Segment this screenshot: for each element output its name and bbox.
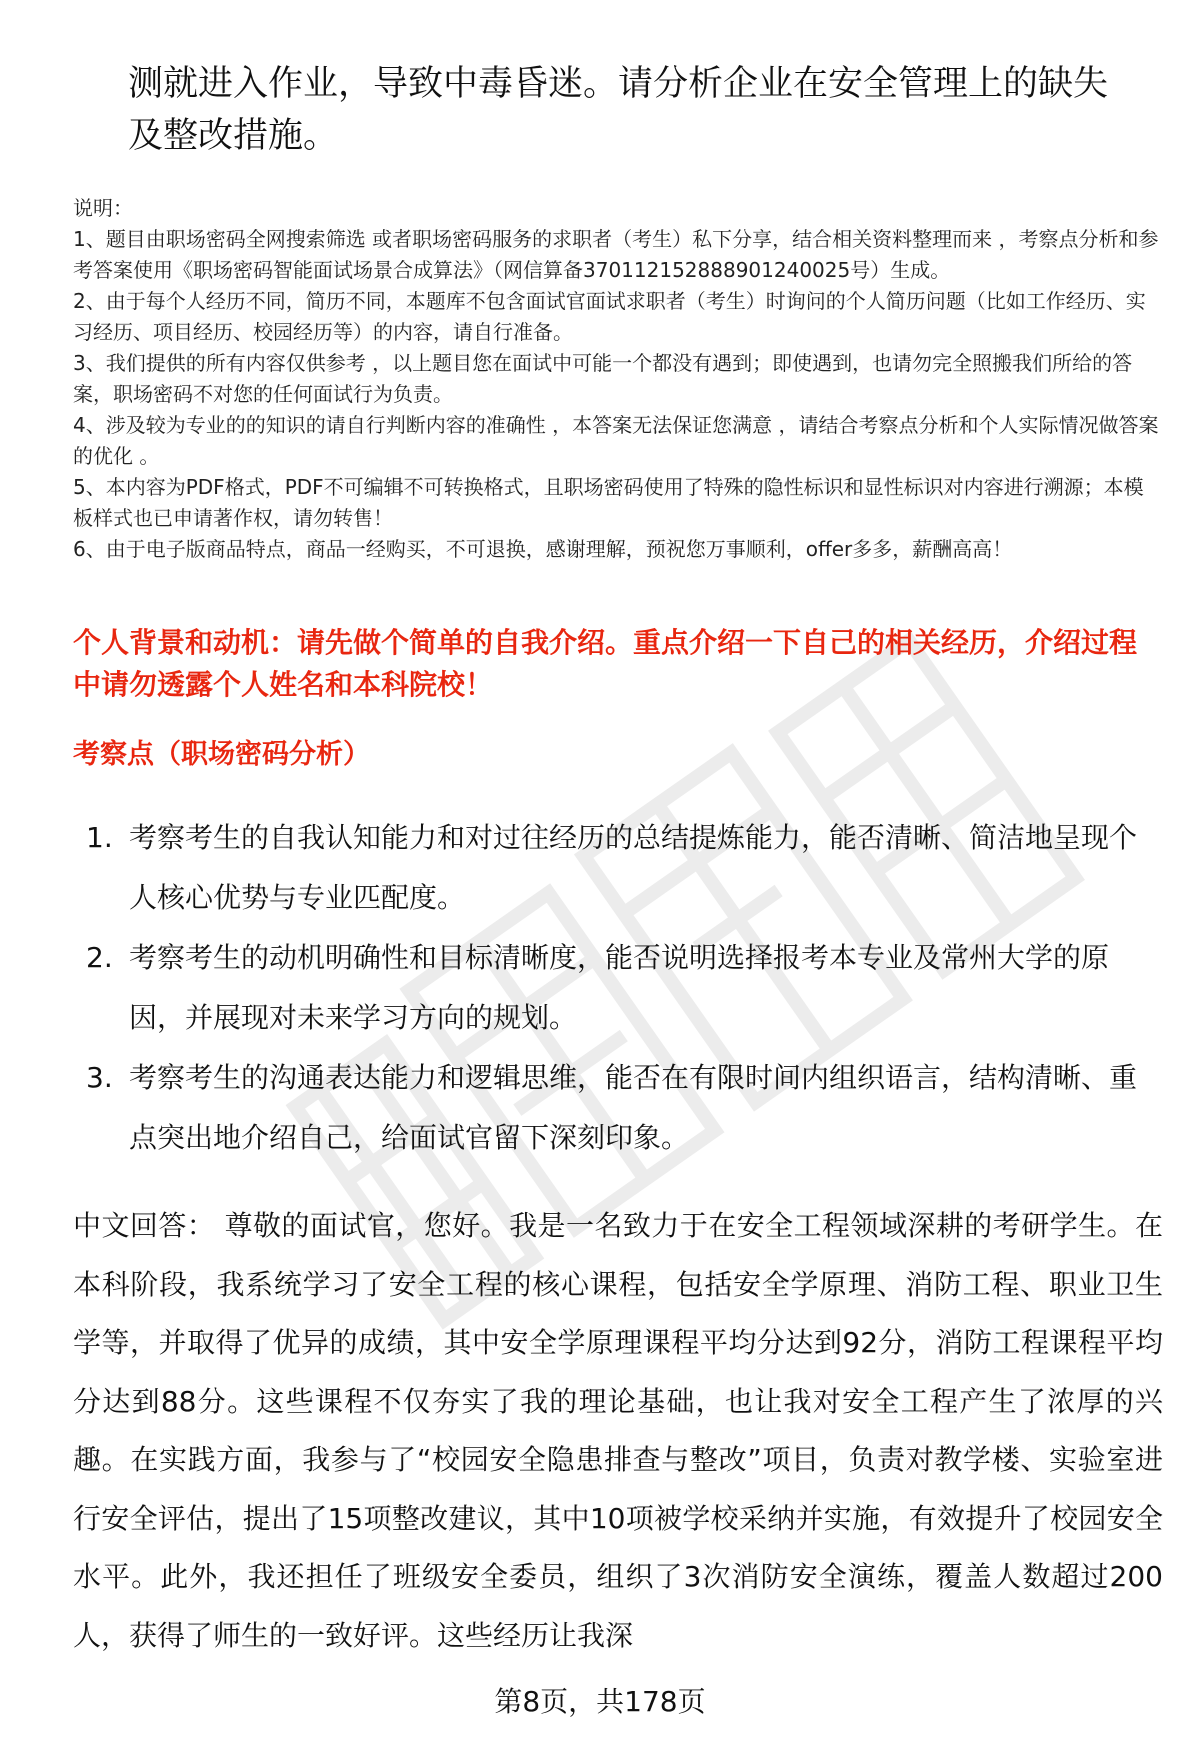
interview-question: 个人背景和动机：请先做个简单的自我介绍。重点介绍一下自己的相关经历，介绍过程中请勿透露个人姓名和本科院校！ (73, 626, 1138, 701)
analysis-point (73, 1048, 1153, 1168)
note-item: 6、由于电子版商品特点，商品一经购买，不可退换，感谢理解，预祝您万事顺利，offer多多，薪酬高高！ (73, 537, 1013, 561)
question-continuation: 测就进入作业，导致中毒昏迷。请分析企业在安全管理上的缺失及整改措施。 (128, 64, 1109, 156)
note-item: 4、涉及较为专业的的知识的请自行判断内容的准确性 ，本答案无法保证您满意 ，请结合考察点分析和个人实际情况做答案的优化 。 (73, 413, 1159, 468)
point-number: 1. (86, 821, 113, 854)
analysis-point (73, 808, 1153, 928)
note-item: 5、本内容为PDF格式，PDF不可编辑不可转换格式，且职场密码使用了特殊的隐性标识和显性标识对内容进行溯源；本模板样式也已申请著作权，请勿转售！ (73, 475, 1144, 530)
page-number: 第8页，共178页 (494, 1685, 706, 1718)
point-text: 考察考生的沟通表达能力和逻辑思维，能否在有限时间内组织语言，结构清晰、重点突出地介绍自己，给面试官留下深刻印象。 (129, 1061, 1138, 1154)
notes-section (73, 193, 1163, 565)
analysis-heading: 考察点（职场密码分析） (73, 739, 370, 770)
point-number: 3. (86, 1061, 113, 1094)
note-item: 3、我们提供的所有内容仅供参考 ，以上题目您在面试中可能一个都没有遇到；即使遇到，也请勿完全照搬我们所给的答案，职场密码不对您的任何面试行为负责。 (73, 351, 1133, 406)
analysis-point (73, 928, 1153, 1048)
note-item: 2、由于每个人经历不同，简历不同，本题库不包含面试官面试求职者（考生）时询问的个人简历问题（比如工作经历、实习经历、项目经历、校园经历等）的内容，请自行准备。 (73, 289, 1146, 344)
point-text: 考察考生的动机明确性和目标清晰度，能否说明选择报考本专业及常州大学的原因，并展现对未来学习方向的规划。 (129, 941, 1110, 1034)
answer-text: 中文回答： 尊敬的面试官，您好。我是一名致力于在安全工程领域深耕的考研学生。在本科阶段，我系统学习了安全工程的核心课程，包括安全学原理、消防工程、职业卫生学等，并取得了优异的成绩，其中安全学原理课程平均分达到92分，消防工程课程平均分达到88分。这些课程不仅夯实了我的理论基础，也让我对安全工程产生了浓厚的兴趣。在实践方面，我参与了“校园安全隐患排查与整改”项目，负责对教学楼、实验室进行安全评估，提出了15项整改建议，其中10项被学校采纳并实施，有效提升了校园安全水平。此外，我还担任了班级安全委员，组织了3次消防安全演练，覆盖人数超过200人，获得了师生的一致好评。这些经历让我深 (73, 1209, 1163, 1652)
note-item: 1、题目由职场密码全网搜索筛选 或者职场密码服务的求职者（考生）私下分享，结合相关资料整理而来 ，考察点分析和参考答案使用《职场密码智能面试场景合成算法》（网信算备370112152888901240025号）生成。 (73, 227, 1159, 282)
point-number: 2. (86, 941, 113, 974)
notes-title: 说明： (73, 196, 133, 220)
point-text: 考察考生的自我认知能力和对过往经历的总结提炼能力，能否清晰、简洁地呈现个人核心优势与专业匹配度。 (129, 821, 1138, 914)
analysis-points (73, 808, 1153, 1168)
